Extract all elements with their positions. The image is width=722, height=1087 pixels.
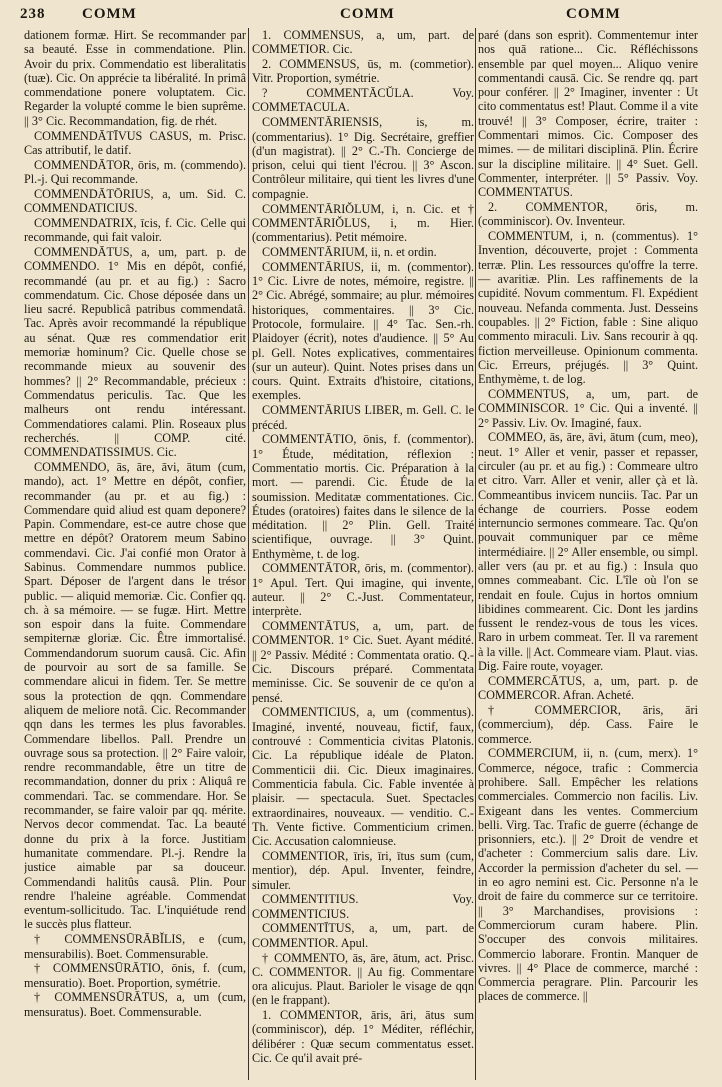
dictionary-entry <box>252 561 474 618</box>
column-right <box>478 28 698 1078</box>
dictionary-entry <box>24 990 246 1019</box>
entry-text: COMMENTĀRIUS LIBER, m. Gell. C. le précéd. <box>252 403 474 432</box>
entry-text: COMMENTITIUS. Voy. COMMENTICIUS. <box>252 892 474 921</box>
dictionary-entry <box>252 432 474 561</box>
dictionary-entry <box>478 229 698 386</box>
page-number: 238 <box>20 6 46 22</box>
entry-text: ? COMMENTĀCŬLA. Voy. COMMETACULA. <box>252 86 474 115</box>
entry-text: COMMENTICIUS, a, um (commentus). Imaginé, inventé, nouveau, fictif, faux, controuvé : Commenticia civitas Platonis. Cic. La république idéale de Platon. Commenticii dii. Cic. Dieux imaginaires. Commenticia fabula. Cic. Fable inventée à plaisir. — spectacula. Suet. Spectacles extraordinaires, nouveaux. — venditio. C.-Th. Vente fictive. Commenticium crimen. Cic. Accusation calomnieuse. <box>252 705 474 849</box>
dictionary-entry <box>252 86 474 115</box>
entry-text: COMMENTĀRIUS, ii, m. (commentor). 1° Cic. Livre de notes, mémoire, registre. || 2° Cic. Abrégé, sommaire; au plur. mémoires historiques, commentaires. || 3° Cic. Protocole, formulaire. || 4° Tac. Sen.-rh. Plaidoyer (écrit), notes d'audience. || 5° Au pl. Gell. Notes explicatives, commentaires (sur un auteur). Quint. Notes prises dans un cours. Quint. Extraits d'histoire, citations, exemples. <box>252 259 474 403</box>
entry-text: † COMMERCIOR, āris, āri (commercium), dép. Cass. Faire le commerce. <box>478 702 698 746</box>
dictionary-entry <box>24 216 246 245</box>
entry-text: COMMENTĀTOR, ōris, m. (commentor). 1° Apul. Tert. Qui imagine, qui invente, auteur. || 2° C.-Just. Commentateur, interprète. <box>252 561 474 619</box>
dictionary-entry <box>252 921 474 950</box>
entry-text: † COMMENSŪRĀBĬLIS, e (cum, mensurabilis). Boet. Commensurable. <box>24 932 246 961</box>
entry-text: 1. COMMENSUS, a, um, part. de COMMETIOR. Cic. <box>252 28 474 57</box>
entry-text: 1. COMMENTOR, āris, āri, ātus sum (comminiscor), dép. 1° Méditer, réfléchir, délibérer : Quæ secum commentatus esset. Cic. Ce qu'il avait pré- <box>252 1008 474 1066</box>
entry-text: dationem formæ. Hirt. Se recommander par sa beauté. Esse in commendatione. Plin. Avoir du prix. Commendatio est liberalitatis (tuæ). Cic. On apprécie ta libéralité. In primâ commendatione ponere voluptatem. Cic. Regarder la volupté comme le bien suprême. || 3° Cic. Recommandation, fig. de rhét. <box>24 28 246 128</box>
entry-text: COMMENDATRIX, īcis, f. Cic. Celle qui recommande, qui fait valoir. <box>24 215 246 245</box>
entry-text: † COMMENSŪRĀTIO, ōnis, f. (cum, mensuratio). Boet. Proportion, symétrie. <box>24 961 246 990</box>
entry-text: COMMERCIUM, ii, n. (cum, merx). 1° Commerce, négoce, trafic : Commercia prohibere. Sall. Empêcher les relations commerciales. Commercio non facilis. Liv. Exigeant dans les ventes. Commercium belli. Virg. Tac. Trafic de guerre (échange de prisonniers, etc.). || 2° Droit de vendre et d'acheter : Commercium salis dare. Liv. Accorder la permission d'acheter du sel. — in eo agro nemini est. Cic. Personne n'a le droit de faire du commerce sur ce territoire. || 3° Marchandises, provisions : Commerciorum curam habere. Plin. S'occuper des convois militaires. Commercio laborare. Frontin. Manquer de vivres. || 4° Place de commerce, marché : Commercia peragrare. Plin. Parcourir les places de commerce. || <box>478 746 698 1004</box>
dictionary-entry <box>478 674 698 703</box>
dictionary-entry <box>252 1008 474 1065</box>
dictionary-entry <box>24 187 246 216</box>
entry-text: COMMENTĀTIO, ōnis, f. (commentor). 1° Étude, méditation, réflexion : Commentatio mortis. Cic. Préparation à la mort. — parendi. Cic. Étude de la soumission. Meditatæ commentationes. Cic. Études (oratoires) faites dans le silence de la méditation. || 2° Plin. Gell. Traité scientifique, ouvrage. || 3° Quint. Enthymème, t. de log. <box>252 432 474 561</box>
entry-text: COMMENTUM, i, n. (commentus). 1° Invention, découverte, projet : Commenta terræ. Plin. Les ressources qu'offre la terre. — avaritiæ. Plin. Les raffinements de la cupidité. Novum commentum. Fl. Expédient nouveau. Nefanda commenta. Just. Desseins coupables. || 2° Fiction, fable : Sine aliquo commento miraculi. Liv. Sans recourir à qq. fiction merveilleuse. Opinionum commenta. Cic. Erreurs, préjugés. || 3° Quint. Enthymème, t. de log. <box>478 229 698 387</box>
entry-text: 2. COMMENSUS, ūs, m. (commetior). Vitr. Proportion, symétrie. <box>252 57 474 86</box>
dictionary-entry <box>478 430 698 673</box>
dictionary-entry <box>252 849 474 892</box>
dictionary-entry <box>252 245 474 259</box>
running-header <box>0 6 722 28</box>
dictionary-entry <box>24 460 246 932</box>
entry-text: COMMENTĀRIŎLUM, i, n. Cic. et † COMMENTĀRIŎLUS, i, m. Hier. (commentarius). Petit mémoire. <box>252 201 474 245</box>
dictionary-entry <box>478 28 698 200</box>
entry-text: paré (dans son esprit). Commentemur inter nos quā ratione... Cic. Réfléchissons ensemble par quel moyen... Aliquo venire commentandi causā. Cic. Se rendre qq. part pour conférer. || 2° Imaginer, inventer : Ut cito commentatus est! Plaut. Comme il a vite trouvé! || 3° Composer, écrire, traiter : Commentari mimos. Cic. Composer des mimes. — de militari disciplinā. Plin. Écrire sur la discipline militaire. || 4° Suet. Gell. Commenter, interpréter. || 5° Passiv. Voy. COMMENTATUS. <box>478 28 698 200</box>
dictionary-entry <box>252 202 474 245</box>
dictionary-entry <box>24 28 246 128</box>
dictionary-entry <box>478 387 698 430</box>
entry-text: COMMENTĀRIENSIS, is, m. (commentarius). 1° Dig. Secrétaire, greffier (d'un magistrat). || 2° C.-Th. Concierge de prison, celui qui tient l'écrou. || 3° Ascon. Contrôleur militaire, qui tient les livres d'une compagnie. <box>252 115 474 201</box>
column-divider <box>475 28 476 1080</box>
dictionary-entry <box>24 245 246 459</box>
column-left <box>24 28 246 1078</box>
dictionary-entry <box>252 619 474 705</box>
entry-text: COMMENTĪTUS, a, um, part. de COMMENTIOR. Apul. <box>252 921 474 950</box>
dictionary-entry <box>252 403 474 432</box>
dictionary-entry <box>252 260 474 403</box>
running-head-left: COMM <box>82 6 137 22</box>
dictionary-entry <box>24 129 246 158</box>
dictionary-entry <box>252 951 474 1008</box>
dictionary-entry <box>252 57 474 86</box>
entry-text: COMMENDĀTUS, a, um, part. p. de COMMENDO. 1° Mis en dépôt, confié, recommandé (au pr. et au fig.) : Sacro commendatum. Cic. Chose déposée dans un lieu sacré. Republicâ patribus commendatâ. Tac. Après avoir recommandé la république au sénat. Quæ res commendatior erit memoriæ hominum? Cic. Quelle chose se recommande mieux au souvenir des hommes? || 2° Recommandable, précieux : Commendatus periculis. Tac. Que les malheurs ont rendu intéressant. Commendatiores calami. Plin. Roseaux plus recherchés. || COMP. cité. COMMENDATISSIMUS. Cic. <box>24 244 246 460</box>
dictionary-entry <box>24 932 246 961</box>
entry-text: COMMENTĀRIUM, ii, n. et ordin. <box>262 244 437 259</box>
dictionary-entry <box>252 892 474 921</box>
entry-text: † COMMENSŪRĀTUS, a, um (cum, mensuratus). Boet. Commensurable. <box>24 990 246 1019</box>
dictionary-entry <box>24 158 246 187</box>
column-middle <box>252 28 474 1078</box>
dictionary-entry <box>478 200 698 229</box>
entry-text: COMMENDĀTOR, ōris, m. (commendo). Pl.-j. Qui recommande. <box>24 157 246 186</box>
entry-text: COMMENTIOR, īris, īri, ītus sum (cum, mentior), dép. Apul. Inventer, feindre, simuler. <box>252 848 474 892</box>
entry-text: 2. COMMENTOR, ōris, m. (comminiscor). Ov. Inventeur. <box>478 200 698 229</box>
entry-text: COMMENTUS, a, um, part. de COMMINISCOR. 1° Cic. Qui a inventé. || 2° Passiv. Liv. Ov. Imaginé, faux. <box>478 386 698 430</box>
dictionary-entry <box>252 28 474 57</box>
dictionary-entry <box>478 746 698 1003</box>
entry-text: COMMERCĀTUS, a, um, part. p. de COMMERCOR. Afran. Acheté. <box>478 673 698 703</box>
running-head-right: COMM <box>566 6 621 22</box>
entry-text: COMMENDĀTĪVUS CASUS, m. Prisc. Cas attributif, le datif. <box>24 128 246 157</box>
dictionary-entry <box>252 115 474 201</box>
entry-text: COMMENDO, ās, āre, āvi, ātum (cum, mando), act. 1° Mettre en dépôt, confier, recommander (au pr. et au fig.) : Commendare quid aliud est quam deponere? Papin. Commendare, est-ce autre chose que mettre en dépôt? Oratorem meum Sabino commendavi. Cic. J'ai confié mon Orator à Sabinus. Commendare nummos publice. Spart. Déposer de l'argent dans le trésor public. — aliquid memoriæ. Cic. Confier qq. ch. à sa mémoire. — se fugæ. Hirt. Mettre son espoir dans la fuite. Commendare sempiternæ gloriæ. Cic. Être immortalisé. Commendandorum suorum causâ. Cic. Afin de pourvoir au sort de sa famille. Se commendare alicui in fidem. Ter. Se mettre sous la protection de qqn. Commendare aliquem de meliore notâ. Cic. Recommander qqn dans les termes les plus favorables. Commendare libellos. Pall. Prendre un ouvrage sous sa protection. || 2° Faire valoir, rendre recommandable, être un titre de recommandation, donner du prix : Aliquâ re commendari. Tac. se commendare. Hor. Se recommander, se faire valoir par qq. mérite. Nervos decor commendat. Tac. La beauté donne du prix à la force. Justitiam humanitate commendare. Pl.-j. Rendre la justice aimable par sa douceur. Commendandi halitûs causâ. Plin. Pour rendre l'haleine agréable. Commendat eventum-sollicitudo. Tac. L'inquiétude rend le succès plus flatteur. <box>24 459 246 932</box>
dictionary-entry <box>252 705 474 848</box>
dictionary-entry <box>478 703 698 746</box>
column-divider <box>248 28 249 1080</box>
entry-text: † COMMENTO, ās, āre, ātum, act. Prisc. C. COMMENTOR. || Au fig. Commentare ora alicujus. Plaut. Barioler le visage de qqn (en le frappant). <box>252 950 474 1008</box>
running-head-center: COMM <box>340 6 395 22</box>
dictionary-entry <box>24 961 246 990</box>
entry-text: COMMENTĀTUS, a, um, part. de COMMENTOR. 1° Cic. Suet. Ayant médité. || 2° Passiv. Médité : Commentata oratio. Q.-Cic. Discours préparé. Commentata meminisse. Cic. Se souvenir de ce qu'on a pensé. <box>252 619 474 705</box>
entry-text: COMMENDĀTŌRIUS, a, um. Sid. C. COMMENDATICIUS. <box>24 186 246 216</box>
entry-text: COMMEO, ās, āre, āvi, ātum (cum, meo), neut. 1° Aller et venir, passer et repasser, circuler (au pr. et au fig.) : Commeare ultro et citro. Varr. Aller et venir, aller çà et là. Commeantibus invicem nunciis. Tac. Par un échange de courriers. Posse eodem internuncio sermones commeare. Tac. Qu'on pouvait communiquer par ce même intermédiaire. || 2° Aller ensemble, ou simpl. aller vers (au pr. et au fig.) : Insula quo omnes commeabant. Cic. L'île où l'on se rendait en foule. Cujus in hortos omnium libidines commearent. Cic. Dont les jardins fussent le rendez-vous de tous les vices. Raro in urbem commeat. Ter. Il va rarement à la ville. || Act. Commeare viam. Plaut. vias. Dig. Faire route, voyager. <box>478 430 698 674</box>
